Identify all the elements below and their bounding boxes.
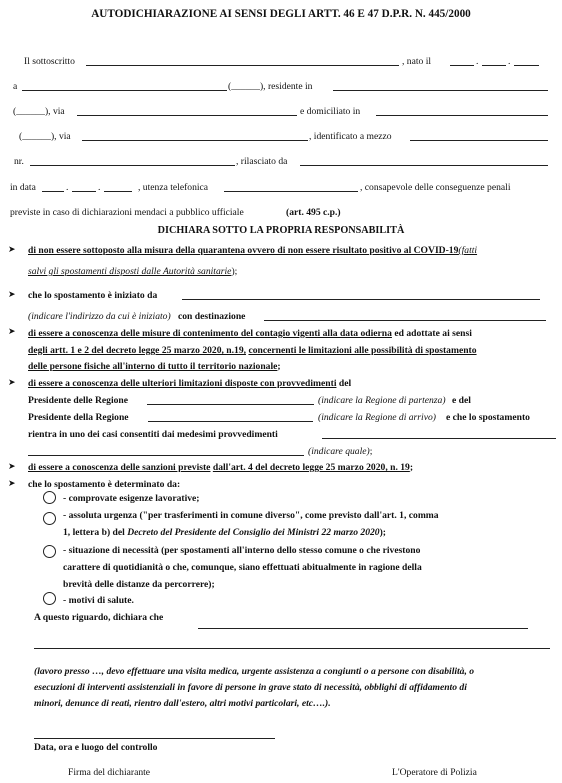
label-che-spostamento: e che lo spostamento xyxy=(446,412,530,423)
option-urgenza-line1: - assoluta urgenza ("per trasferimenti in comune diverso", come previsto dall'art. 1, comma xyxy=(63,510,439,521)
radio-circle-icon[interactable] xyxy=(43,592,56,605)
note-line3: minori, denunce di reati, rientro dall'estero, altri motivi particolari, etc….). xyxy=(34,698,331,709)
date-dot: . xyxy=(476,56,479,67)
field-start-address[interactable] xyxy=(182,299,540,300)
label-identificato: , identificato a mezzo xyxy=(309,131,392,142)
field-region-start[interactable] xyxy=(147,404,314,405)
hint-partenza: (indicare la Regione di partenza) xyxy=(318,395,446,406)
label-rientra: rientra in uno dei casi consentiti dai medesimi provvedimenti xyxy=(28,429,278,440)
field-phone[interactable] xyxy=(224,191,358,192)
field-region-arrival[interactable] xyxy=(148,421,313,422)
item-ulteriori-line1: di essere a conoscenza delle ulteriori limitazioni disposte con provvedimenti del xyxy=(28,378,352,389)
label-via-2: (______), via xyxy=(19,131,71,142)
option-necessita-line2: carattere di quotidianità o che, comunque, siano effettuati abitualmente in ragione della xyxy=(63,562,422,573)
item-sanzioni: di essere a conoscenza delle sanzioni previste dall'art. 4 del decreto legge 25 marzo 2020, n. 19; xyxy=(28,462,414,473)
arrow-bullet-icon: ➤ xyxy=(8,326,16,336)
arrow-bullet-icon: ➤ xyxy=(8,244,16,254)
option-necessita-line1: - situazione di necessità (per spostamenti all'interno dello stesso comune o che rivestono xyxy=(63,545,421,556)
label-sottoscritto: Il sottoscritto xyxy=(24,56,75,67)
label-presidente-1: Presidente delle Regione xyxy=(28,395,129,406)
option-necessita-line3: brevità delle distanze da percorrere); xyxy=(63,579,215,590)
field-sottoscritto[interactable] xyxy=(86,65,399,66)
field-document-number[interactable] xyxy=(30,165,235,166)
field-id-document[interactable] xyxy=(410,140,548,141)
arrow-bullet-icon: ➤ xyxy=(8,289,16,299)
field-residence-street[interactable] xyxy=(77,115,297,116)
arrow-bullet-icon: ➤ xyxy=(8,461,16,471)
radio-circle-icon[interactable] xyxy=(43,512,56,525)
field-destination[interactable] xyxy=(264,320,546,321)
label-iniziato: che lo spostamento è iniziato da xyxy=(28,290,158,301)
label-riguardo: A questo riguardo, dichiara che xyxy=(34,612,164,623)
document-title: AUTODICHIARAZIONE AI SENSI DEGLI ARTT. 46 E 47 D.P.R. N. 445/2000 xyxy=(91,8,471,20)
field-birth-day[interactable] xyxy=(450,65,474,66)
field-date-place[interactable] xyxy=(34,738,275,739)
section-title: DICHIARA SOTTO LA PROPRIA RESPONSABILITÀ xyxy=(157,225,405,236)
label-presidente-2: Presidente della Regione xyxy=(28,412,129,423)
label-residente: (______), residente in xyxy=(228,81,313,92)
field-provvedimento-1[interactable] xyxy=(322,438,556,439)
label-consapevole: , consapevole delle conseguenze penali xyxy=(360,182,511,193)
label-art-495: (art. 495 c.p.) xyxy=(286,207,341,218)
label-utenza: , utenza telefonica xyxy=(138,182,209,193)
label-in-data: in data xyxy=(10,182,36,193)
hint-quale: (indicare quale); xyxy=(308,446,373,457)
label-operatore: L'Operatore di Polizia xyxy=(392,767,477,778)
label-determinato: che lo spostamento è determinato da: xyxy=(28,479,181,490)
item-misure-line2: degli artt. 1 e 2 del decreto legge 25 marzo 2020, n.19, concernenti le limitazioni alle possibilità di spostamento xyxy=(28,345,477,356)
field-residence[interactable] xyxy=(333,90,548,91)
item-quarantena-line2: salvi gli spostamenti disposti dalle Autorità sanitarie); xyxy=(28,266,238,277)
label-e-del: e del xyxy=(452,395,471,406)
field-issue-year[interactable] xyxy=(104,191,132,192)
arrow-bullet-icon: ➤ xyxy=(8,478,16,488)
date-dot: . xyxy=(66,182,69,193)
label-via-1: (______), via xyxy=(13,106,65,117)
note-line1: (lavoro presso …, devo effettuare una visita medica, urgente assistenza a congiunti o a persone con disabilità, o xyxy=(34,666,475,677)
date-dot: . xyxy=(98,182,101,193)
field-domicile[interactable] xyxy=(376,115,548,116)
label-nato-il: , nato il xyxy=(402,56,432,67)
arrow-bullet-icon: ➤ xyxy=(8,377,16,387)
label-rilasciato: , rilasciato da xyxy=(236,156,288,167)
field-domicile-street[interactable] xyxy=(82,140,308,141)
label-data-luogo: Data, ora e luogo del controllo xyxy=(34,742,158,753)
hint-arrivo: (indicare la Regione di arrivo) xyxy=(318,412,436,423)
option-lavoro: - comprovate esigenze lavorative; xyxy=(63,493,200,504)
label-a: a xyxy=(13,81,18,92)
field-issue-day[interactable] xyxy=(42,191,64,192)
note-line2: esecuzioni di interventi assistenziali in favore di persone in grave stato di necessità, obblighi di affidamento di xyxy=(34,682,467,693)
label-nr: nr. xyxy=(14,156,24,167)
field-issue-month[interactable] xyxy=(72,191,96,192)
item-misure-line1: di essere a conoscenza delle misure di contenimento del contagio vigenti alla data odierna ed adottate ai sensi xyxy=(28,328,472,339)
hint-indirizzo: (indicare l'indirizzo da cui è iniziato) xyxy=(28,311,171,322)
option-salute: - motivi di salute. xyxy=(63,595,134,606)
option-urgenza-line2: 1, lettera b) del Decreto del Presidente del Consiglio dei Ministri 22 marzo 2020); xyxy=(63,527,386,538)
field-issued-by[interactable] xyxy=(300,165,548,166)
field-reason-2[interactable] xyxy=(34,648,550,649)
label-previste: previste in caso di dichiarazioni mendaci a pubblico ufficiale xyxy=(10,207,244,218)
item-quarantena-line1: di non essere sottoposto alla misura della quarantena ovvero di non essere risultato positivo al COVID-19(fatti xyxy=(28,245,478,256)
field-birth-year[interactable] xyxy=(514,65,539,66)
date-dot: . xyxy=(508,56,511,67)
field-birth-month[interactable] xyxy=(482,65,506,66)
label-domiciliato: e domiciliato in xyxy=(300,106,361,117)
field-provvedimento-2[interactable] xyxy=(28,455,304,456)
radio-circle-icon[interactable] xyxy=(43,545,56,558)
label-destinazione: con destinazione xyxy=(178,311,246,322)
field-birth-place[interactable] xyxy=(22,90,227,91)
field-reason-1[interactable] xyxy=(198,628,528,629)
item-misure-line3: delle persone fisiche all'interno di tutto il territorio nazionale; xyxy=(28,361,281,372)
label-firma: Firma del dichiarante xyxy=(68,767,151,778)
radio-circle-icon[interactable] xyxy=(43,491,56,504)
